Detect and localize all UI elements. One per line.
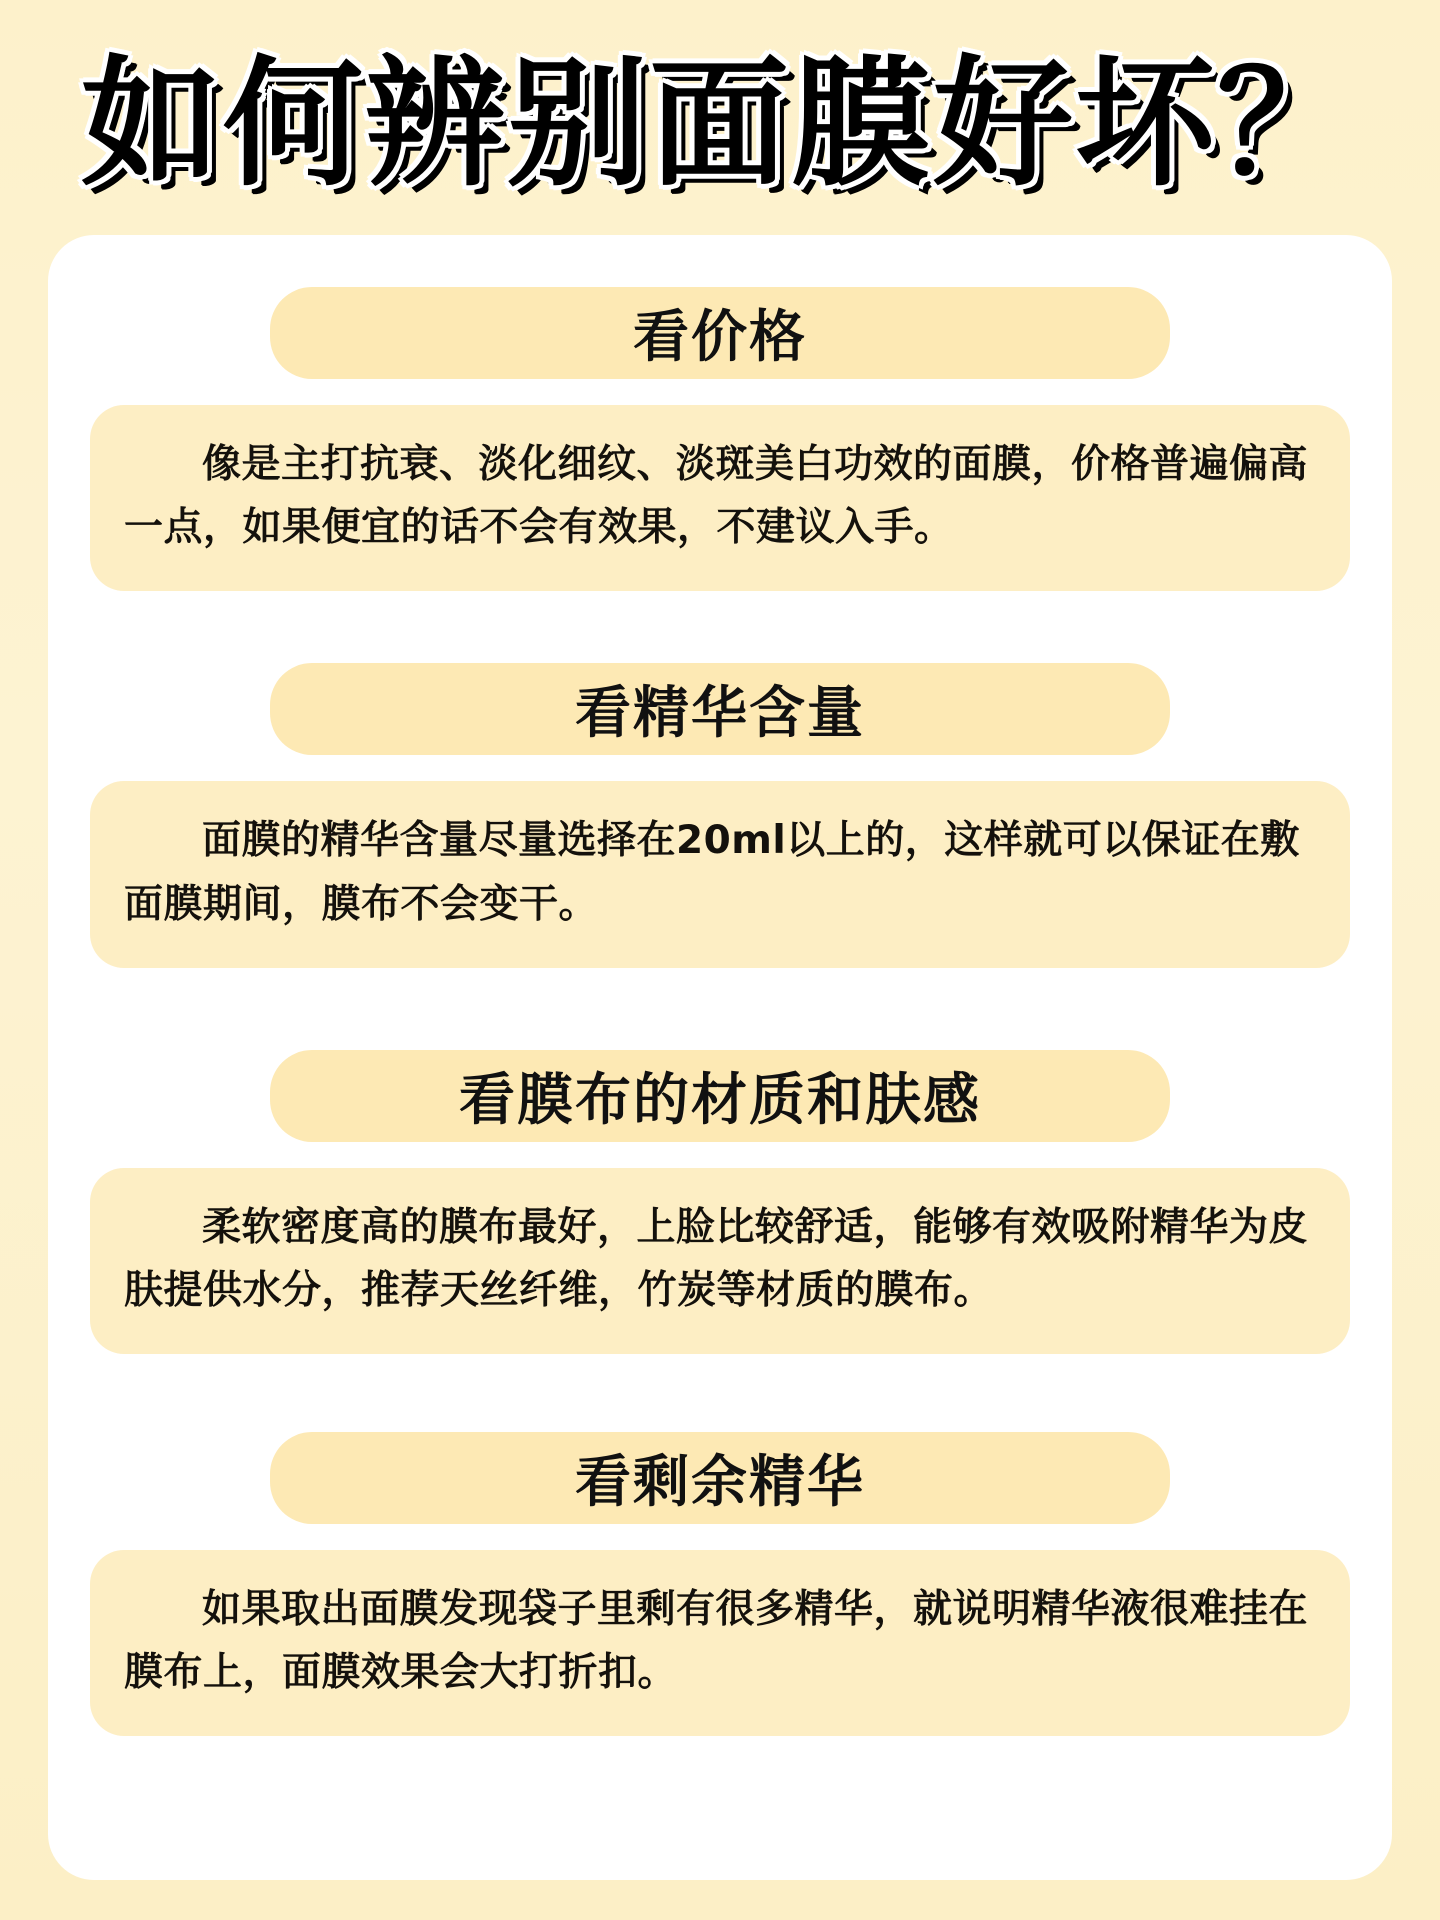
section-text-essence-volume: 面膜的精华含量尽量选择在20ml以上的，这样就可以保证在敷面膜期间，膜布不会变干。 <box>124 818 1300 927</box>
section-text-fabric-material: 柔软密度高的膜布最好，上脸比较舒适，能够有效吸附精华为皮肤提供水分，推荐天丝纤维，竹炭等材质的膜布。 <box>124 1204 1309 1313</box>
section-heading-pill-fabric-material <box>270 1050 1170 1142</box>
section-text-leftover-essence: 如果取出面膜发现袋子里剩有很多精华，就说明精华液很难挂在膜布上，面膜效果会大打折扣。 <box>124 1587 1309 1696</box>
section-heading-essence-volume: 看精华含量 <box>575 681 865 747</box>
section-body-leftover-essence <box>90 1550 1350 1736</box>
section-fabric-material <box>90 1050 1350 1354</box>
section-heading-pill-price <box>270 287 1170 379</box>
section-body-price <box>90 405 1350 591</box>
poster-title-area <box>0 0 1440 235</box>
section-body-essence-volume <box>90 781 1350 967</box>
content-card <box>48 235 1392 1880</box>
section-heading-pill-essence-volume <box>270 663 1170 755</box>
section-price <box>90 287 1350 591</box>
section-text-price: 像是主打抗衰、淡化细纹、淡斑美白功效的面膜，价格普遍偏高一点，如果便宜的话不会有效果，不建议入手。 <box>124 442 1309 551</box>
section-heading-fabric-material: 看膜布的材质和肤感 <box>459 1067 981 1133</box>
section-essence-volume <box>90 663 1350 967</box>
section-heading-price: 看价格 <box>633 305 807 370</box>
section-body-fabric-material <box>90 1168 1350 1354</box>
page-title: 如何辨别面膜好坏？ <box>80 43 1359 206</box>
section-heading-leftover-essence: 看剩余精华 <box>575 1450 865 1516</box>
section-heading-pill-leftover-essence <box>270 1432 1170 1524</box>
section-leftover-essence <box>90 1432 1350 1736</box>
